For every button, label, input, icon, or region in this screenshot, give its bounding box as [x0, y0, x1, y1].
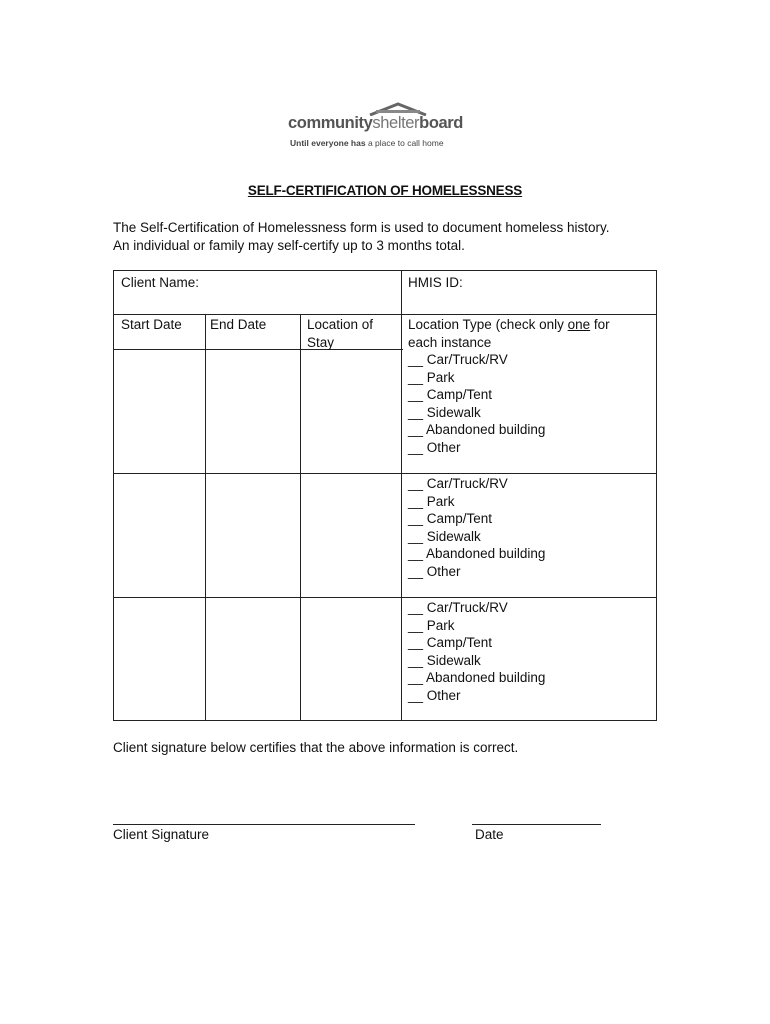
intro-line-1: The Self-Certification of Homelessness form is used to document homeless history.	[113, 220, 610, 235]
option-abandoned-building[interactable]: __ Abandoned building	[408, 670, 546, 686]
signature-certification-note: Client signature below certifies that the above information is correct.	[113, 740, 519, 755]
option-abandoned-building[interactable]: __ Abandoned building	[408, 422, 546, 438]
location-type-header-line-2: each instance	[408, 334, 492, 350]
intro-text	[113, 219, 673, 254]
homeless-history-table	[113, 270, 657, 721]
client-signature-label: Client Signature	[113, 827, 210, 842]
logo-tagline: Until everyone has a place to call home	[290, 138, 444, 148]
table-divider	[300, 314, 301, 720]
table-divider	[114, 597, 656, 598]
date-line[interactable]	[472, 824, 601, 825]
option-sidewalk[interactable]: __ Sidewalk	[408, 528, 481, 544]
option-park[interactable]: __ Park	[408, 369, 455, 385]
client-name-label: Client Name:	[121, 275, 200, 290]
option-other[interactable]: __ Other	[408, 687, 461, 703]
option-camp-tent[interactable]: __ Camp/Tent	[408, 635, 493, 651]
logo-wordmark: communityshelterboard	[288, 114, 463, 132]
option-other[interactable]: __ Other	[408, 563, 461, 579]
location-type-options-2	[408, 475, 545, 581]
option-sidewalk[interactable]: __ Sidewalk	[408, 404, 481, 420]
table-divider	[114, 314, 656, 315]
end-date-header: End Date	[210, 317, 267, 332]
option-car-truck-rv[interactable]: __ Car/Truck/RV	[408, 352, 508, 367]
organization-logo	[288, 100, 468, 152]
option-abandoned-building[interactable]: __ Abandoned building	[408, 546, 546, 562]
option-car-truck-rv[interactable]: __ Car/Truck/RV	[408, 600, 508, 615]
hmis-id-label: HMIS ID:	[408, 275, 463, 290]
table-divider	[114, 473, 656, 474]
location-type-header	[408, 316, 610, 351]
location-header-line-2: Stay	[307, 334, 335, 350]
start-date-header: Start Date	[121, 317, 182, 332]
option-camp-tent[interactable]: __ Camp/Tent	[408, 511, 493, 527]
client-signature-line[interactable]	[113, 824, 415, 825]
option-other[interactable]: __ Other	[408, 439, 461, 455]
location-of-stay-header	[307, 316, 373, 351]
intro-line-2: An individual or family may self-certify up to 3 months total.	[113, 237, 465, 253]
option-park[interactable]: __ Park	[408, 493, 455, 509]
location-type-options-3	[408, 599, 545, 705]
option-camp-tent[interactable]: __ Camp/Tent	[408, 387, 493, 403]
form-title: SELF-CERTIFICATION OF HOMELESSNESS	[247, 183, 523, 198]
table-divider	[205, 314, 206, 720]
location-header-line-1: Location of	[307, 317, 374, 332]
date-label: Date	[475, 827, 504, 842]
location-type-header-line-1: Location Type (check only one for	[408, 317, 610, 332]
option-park[interactable]: __ Park	[408, 617, 455, 633]
location-type-options-1	[408, 351, 545, 457]
option-car-truck-rv[interactable]: __ Car/Truck/RV	[408, 476, 508, 491]
option-sidewalk[interactable]: __ Sidewalk	[408, 652, 481, 668]
table-divider	[401, 271, 402, 720]
